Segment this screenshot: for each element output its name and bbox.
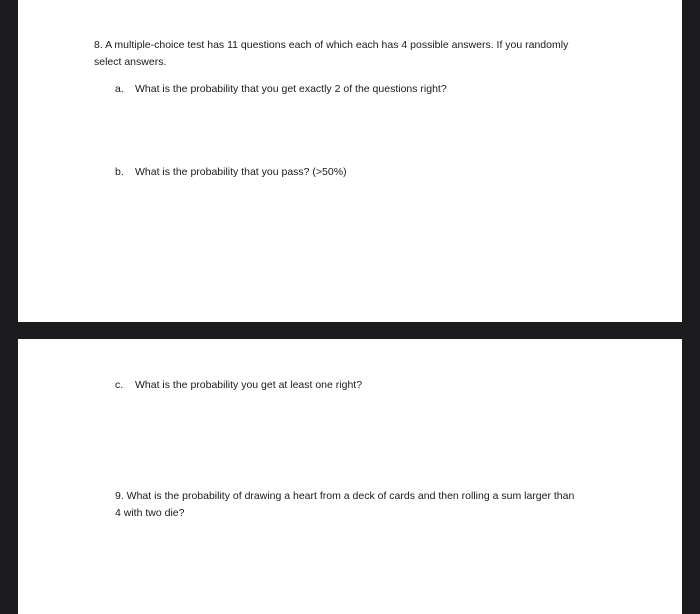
- question-8c-text: What is the probability you get at least one right?: [135, 379, 363, 391]
- question-8b: [115, 164, 347, 181]
- question-8-line-1: 8. A multiple-choice test has 11 questions each of which each has 4 possible answers. If you randomly: [94, 39, 569, 51]
- question-9-line-2: 4 with two die?: [115, 507, 185, 519]
- question-8c: [115, 377, 362, 394]
- question-9-line-1: 9. What is the probability of drawing a heart from a deck of cards and then rolling a sum larger than: [115, 490, 575, 502]
- question-8-line-2: select answers.: [94, 56, 167, 68]
- question-8b-text: What is the probability that you pass? (>50%): [135, 166, 347, 178]
- question-8c-label: c.: [115, 379, 124, 391]
- question-8a-text: What is the probability that you get exactly 2 of the questions right?: [135, 83, 447, 95]
- question-8a-label: a.: [115, 83, 124, 95]
- question-8a: [115, 81, 447, 98]
- question-8b-label: b.: [115, 166, 124, 178]
- document-page-1: [18, 0, 682, 322]
- document-page-2: [18, 339, 682, 614]
